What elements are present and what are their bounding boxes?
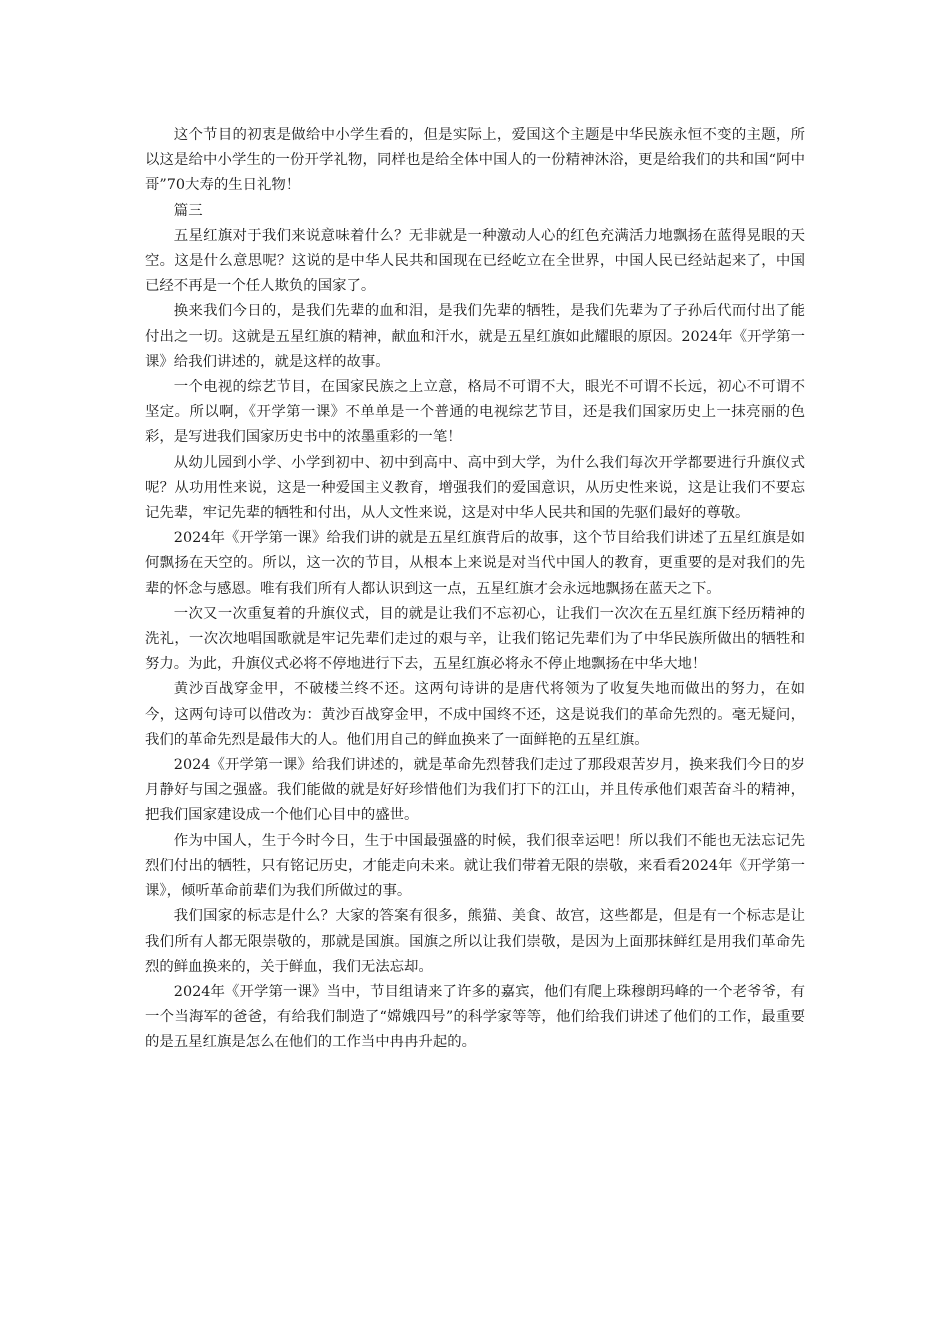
paragraph: 从幼儿园到小学、小学到初中、初中到高中、高中到大学，为什么我们每次开学都要进行升旗仪式呢？从功用性来说，这是一种爱国主义教育，增强我们的爱国意识，从历史性来说，这是让我们不要忘记先辈，牢记先辈的牺牲和付出，从人文性来说，这是对中华人民共和国的先驱们最好的尊敬。 <box>145 454 805 522</box>
paragraph: 2024年《开学第一课》当中，节目组请来了许多的嘉宾，他们有爬上珠穆朗玛峰的一个老爷爷，有一个当海军的爸爸，有给我们制造了“嫦娥四号”的科学家等等，他们给我们讲述了他们的工作，最重要的是五星红旗是怎么在他们的工作当中冉冉升起的。 <box>145 983 805 1051</box>
paragraph: 2024《开学第一课》给我们讲述的，就是革命先烈替我们走过了那段艰苦岁月，换来我们今日的岁月静好与国之强盛。我们能做的就是好好珍惜他们为我们打下的江山，并且传承他们艰苦奋斗的精神，把我们国家建设成一个他们心目中的盛世。 <box>145 757 805 824</box>
paragraph: 一个电视的综艺节目，在国家民族之上立意，格局不可谓不大，眼光不可谓不长远，初心不可谓不坚定。所以啊，《开学第一课》不单单是一个普通的电视综艺节目，还是我们国家历史上一抹亮丽的色彩，是写进我们国家历史书中的浓墨重彩的一笔！ <box>145 379 805 446</box>
paragraph: 黄沙百战穿金甲，不破楼兰终不还。这两句诗讲的是唐代将领为了收复失地而做出的努力，在如今，这两句诗可以借改为：黄沙百战穿金甲，不成中国终不还，这是说我们的革命先烈的。毫无疑问，我们的革命先烈是最伟大的人。他们用自己的鲜血换来了一面鲜艳的五星红旗。 <box>145 681 805 748</box>
paragraph: 五星红旗对于我们来说意味着什么？无非就是一种激动人心的红色充满活力地飘扬在蓝得晃眼的天空。这是什么意思呢？这说的是中华人民共和国现在已经屹立在全世界，中国人民已经站起来了，中国已经不再是一个任人欺负的国家了。 <box>145 227 805 295</box>
paragraph-intro: 这个节目的初衷是做给中小学生看的，但是实际上，爱国这个主题是中华民族永恒不变的主题，所以这是给中小学生的一份开学礼物，同样也是给全体中国人的一份精神沐浴，更是给我们的共和国“阿中哥”70大寿的生日礼物！ <box>145 127 805 194</box>
paragraph: 2024年《开学第一课》给我们讲的就是五星红旗背后的故事，这个节目给我们讲述了五星红旗是如何飘扬在天空的。所以，这一次的节目，从根本上来说是对当代中国人的教育，更重要的是对我们的先辈的怀念与感恩。唯有我们所有人都认识到这一点，五星红旗才会永远地飘扬在蓝天之下。 <box>145 530 805 597</box>
document-body <box>145 123 805 1056</box>
paragraph: 作为中国人，生于今时今日，生于中国最强盛的时候，我们很幸运吧！所以我们不能也无法忘记先烈们付出的牺牲，只有铭记历史，才能走向未来。就让我们带着无限的崇敬，来看看2024年《开学第一课》，倾听革命前辈们为我们所做过的事。 <box>145 832 805 900</box>
paragraph: 换来我们今日的，是我们先辈的血和泪，是我们先辈的牺牲，是我们先辈为了子孙后代而付出了能付出之一切。这就是五星红旗的精神，献血和汗水，就是五星红旗如此耀眼的原因。2024年《开学第一课》给我们讲述的，就是这样的故事。 <box>145 303 805 370</box>
paragraph: 一次又一次重复着的升旗仪式，目的就是让我们不忘初心，让我们一次次在五星红旗下经历精神的洗礼，一次次地唱国歌就是牢记先辈们走过的艰与辛，让我们铭记先辈们为了中华民族所做出的牺牲和努力。为此，升旗仪式必将不停地进行下去，五星红旗必将永不停止地飘扬在中华大地！ <box>145 605 805 673</box>
paragraph: 我们国家的标志是什么？大家的答案有很多，熊猫、美食、故宫，这些都是，但是有一个标志是让我们所有人都无限崇敬的，那就是国旗。国旗之所以让我们崇敬，是因为上面那抹鲜红是用我们革命先烈的鲜血换来的，关于鲜血，我们无法忘却。 <box>145 908 805 975</box>
section-heading: 篇三 <box>173 202 203 219</box>
